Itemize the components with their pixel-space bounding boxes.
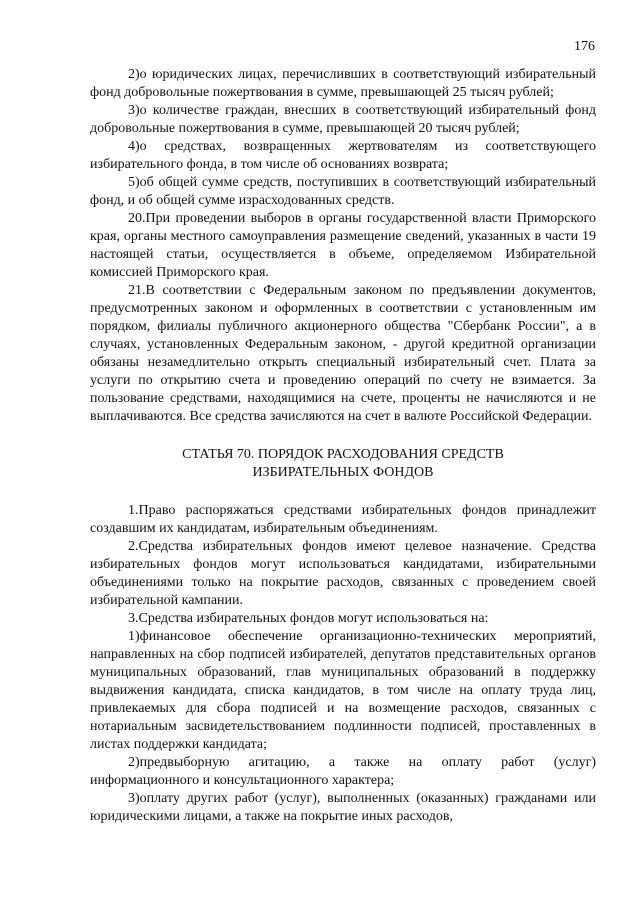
paragraph: 3.Средства избирательных фондов могут использоваться на: — [128, 611, 489, 626]
paragraph: 2)о юридических лицах, перечисливших в соответствующий избирательный фонд добровольные пожертвования в сумме, превышающей 25 тысяч рублей; — [90, 67, 596, 100]
paragraph: 5)об общей сумме средств, поступивших в соответствующий избирательный фонд, и об общей сумме израсходованных средств. — [90, 175, 596, 208]
paragraph: 21.В соответствии с Федеральным законом по предъявлении документов, предусмотренных законом и оформленных в соответствии с установленным им порядком, филиалы публичного акционерного общества "Сбербанк России", а в случаях, установленных Федеральным законом, - другой кредитной организации обязаны незамедлительно открыть специальный избирательный счет. Плата за услуги по открытию счета и проведению операций по счету не взимается. За пользование средствами, находящимися на счете, проценты не начисляются и не выплачиваются. Все средства зачисляются на счет в валюте Российской Федерации. — [90, 283, 596, 424]
paragraph: 3)о количестве граждан, внесших в соответствующий избирательный фонд добровольные пожертвования в сумме, превышающей 20 тысяч рублей; — [90, 103, 596, 136]
paragraph: 20.При проведении выборов в органы государственной власти Приморского края, органы местного самоуправления размещение сведений, указанных в части 19 настоящей статьи, осуществляется в объеме, определяемом Избирательной комиссией Приморского края. — [90, 211, 596, 280]
document-body — [90, 66, 596, 826]
paragraph: 2)предвыборную агитацию, а также на оплату работ (услуг) информационного и консультационного характера; — [90, 755, 596, 788]
paragraph: 1)финансовое обеспечение организационно-технических мероприятий, направленных на сбор подписей избирателей, депутатов представительных органов муниципальных образований, глав муниципальных образований в поддержку выдвижения кандидата, списка кандидатов, в том числе на оплату труда лиц, привлекаемых для сбора подписей и на возмещение расходов, связанных с нотариальным засвидетельствованием подлинности подписей, проставленных в листах поддержки кандидата; — [90, 629, 596, 752]
paragraph: 4)о средствах, возвращенных жертвователям из соответствующего избирательного фонда, в том числе об основаниях возврата; — [90, 139, 596, 172]
paragraph: 1.Право распоряжаться средствами избирательных фондов принадлежит создавшим их кандидатам, избирательным объединениям. — [90, 503, 596, 536]
article-heading-line: СТАТЬЯ 70. ПОРЯДОК РАСХОДОВАНИЯ СРЕДСТВ — [182, 447, 504, 462]
article-heading-line: ИЗБИРАТЕЛЬНЫХ ФОНДОВ — [252, 465, 434, 480]
paragraph: 3)оплату других работ (услуг), выполненных (оказанных) гражданами или юридическими лицами, а также на покрытие иных расходов, — [90, 791, 596, 824]
article-heading — [90, 446, 596, 482]
paragraph: 2.Средства избирательных фондов имеют целевое назначение. Средства избирательных фондов могут использоваться кандидатами, избирательными объединениями только на покрытие расходов, связанных с проведением своей избирательной кампании. — [90, 539, 596, 608]
page-number: 176 — [574, 39, 595, 54]
